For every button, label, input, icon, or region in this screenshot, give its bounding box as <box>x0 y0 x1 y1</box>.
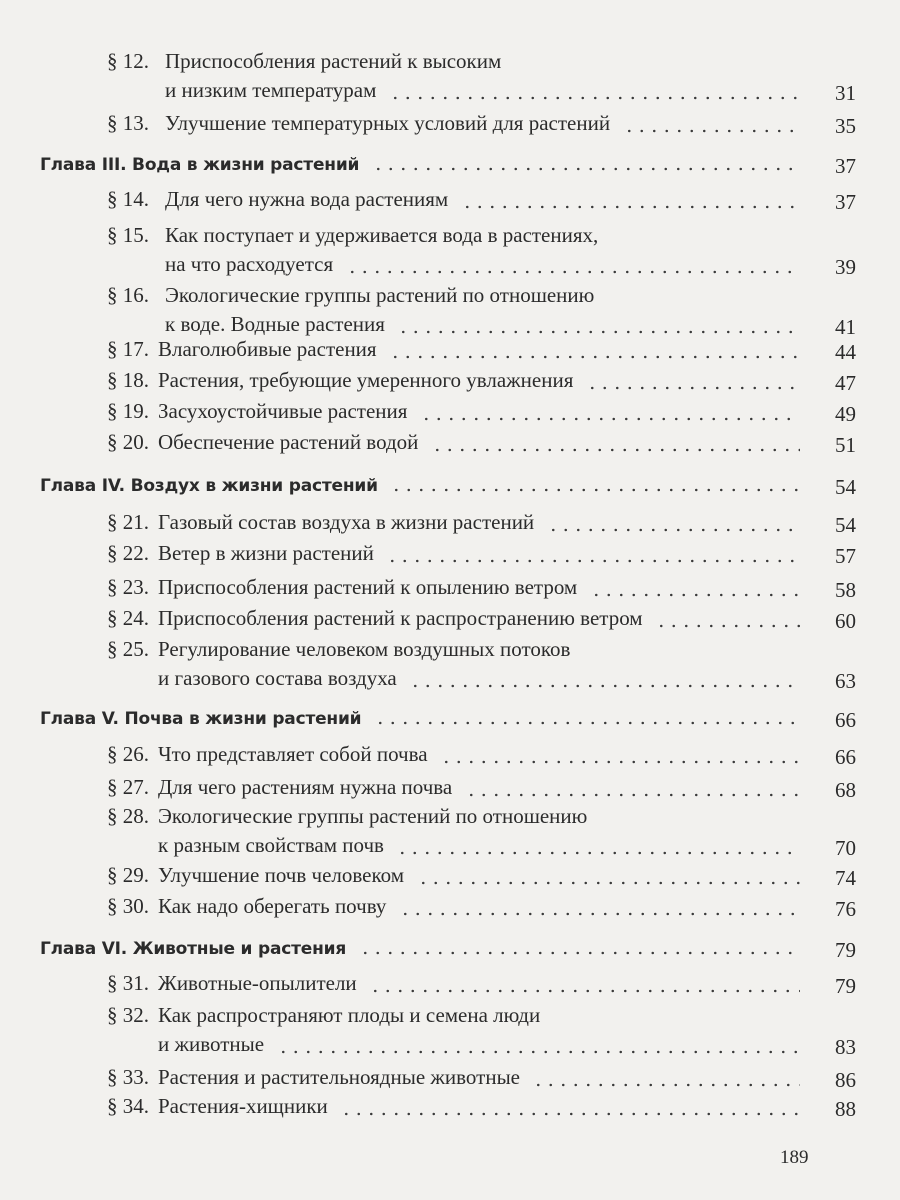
toc-section[interactable] <box>0 48 900 103</box>
leader-dots <box>461 205 800 209</box>
toc-section[interactable] <box>0 429 900 455</box>
leader-dots <box>346 270 800 274</box>
section-title: Обеспечение растений водой <box>158 430 419 454</box>
page-ref: 79 <box>835 938 856 962</box>
section-number: § 16. <box>107 283 149 307</box>
section-number: § 27. <box>107 775 149 799</box>
section-title: и животные <box>158 1032 265 1056</box>
page-ref: 37 <box>835 190 856 214</box>
leader-dots <box>586 386 800 390</box>
page-ref: 88 <box>835 1097 856 1121</box>
leader-dots <box>369 989 800 993</box>
page-ref: 70 <box>835 836 856 860</box>
section-number: § 12. <box>107 49 149 73</box>
section-title: Регулирование человеком воздушных потоков <box>158 637 571 661</box>
page-ref: 83 <box>835 1035 856 1059</box>
section-title: Для чего растениям нужна почва <box>158 775 453 799</box>
page-ref: 66 <box>835 708 856 732</box>
page-ref: 41 <box>835 315 856 339</box>
section-title: Растения, требующие умеренного увлажнения <box>158 368 574 392</box>
toc-section[interactable] <box>0 509 900 535</box>
page-ref: 76 <box>835 897 856 921</box>
section-number: § 20. <box>107 430 149 454</box>
section-title: к разным свойствам почв <box>158 833 384 857</box>
section-title: на что расходуется <box>165 252 334 276</box>
section-title: Засухоустойчивые растения <box>158 399 408 423</box>
toc-chapter[interactable] <box>0 704 900 730</box>
section-title: Ветер в жизни растений <box>158 541 374 565</box>
toc-section[interactable] <box>0 540 900 566</box>
leader-dots <box>399 912 800 916</box>
toc-section[interactable] <box>0 1002 900 1057</box>
section-number: § 14. <box>107 187 149 211</box>
leader-dots <box>374 721 800 725</box>
section-title: Животные-опылители <box>158 971 357 995</box>
page-ref: 60 <box>835 609 856 633</box>
section-title: Приспособления растений к высоким <box>165 49 502 73</box>
section-number: § 25. <box>107 637 149 661</box>
toc-section[interactable] <box>0 970 900 996</box>
section-number: § 15. <box>107 223 149 247</box>
toc-section[interactable] <box>0 803 900 858</box>
chapter-title: Глава VI. Животные и растения <box>40 939 347 959</box>
page-ref: 44 <box>835 340 856 364</box>
page-ref: 39 <box>835 255 856 279</box>
section-number: § 17. <box>107 337 149 361</box>
page-ref: 74 <box>835 866 856 890</box>
toc-section[interactable] <box>0 574 900 600</box>
page-ref: 35 <box>835 114 856 138</box>
toc-section[interactable] <box>0 741 900 767</box>
leader-dots <box>340 1112 800 1116</box>
section-number: § 29. <box>107 863 149 887</box>
page-ref: 68 <box>835 778 856 802</box>
page-ref: 63 <box>835 669 856 693</box>
leader-dots <box>389 96 800 100</box>
section-number: § 32. <box>107 1003 149 1027</box>
section-title: Как поступает и удерживается вода в растениях, <box>165 223 599 247</box>
page-ref: 66 <box>835 745 856 769</box>
page-ref: 51 <box>835 433 856 457</box>
section-title: Улучшение почв человеком <box>158 863 405 887</box>
toc-chapter[interactable] <box>0 471 900 497</box>
leader-dots <box>417 881 800 885</box>
toc-section[interactable] <box>0 893 900 919</box>
toc-section[interactable] <box>0 222 900 277</box>
leader-dots <box>389 355 800 359</box>
page-ref: 79 <box>835 974 856 998</box>
page-ref: 31 <box>835 81 856 105</box>
toc-section[interactable] <box>0 1093 900 1119</box>
section-number: § 13. <box>107 111 149 135</box>
section-title: Растения и растительноядные животные <box>158 1065 520 1089</box>
section-number: § 19. <box>107 399 149 423</box>
toc-section[interactable] <box>0 336 900 362</box>
section-number: § 31. <box>107 971 149 995</box>
chapter-title: Глава IV. Воздух в жизни растений <box>40 476 378 496</box>
section-title: и низким температурам <box>165 78 377 102</box>
leader-dots <box>390 488 800 492</box>
leader-dots <box>547 528 800 532</box>
toc-section[interactable] <box>0 282 900 337</box>
page-number: 189 <box>780 1147 809 1168</box>
leader-dots <box>590 593 800 597</box>
page-ref: 86 <box>835 1068 856 1092</box>
section-title: Для чего нужна вода растениям <box>165 187 449 211</box>
leader-dots <box>396 851 800 855</box>
leader-dots <box>409 684 800 688</box>
section-title: Улучшение температурных условий для растений <box>165 111 611 135</box>
leader-dots <box>277 1050 800 1054</box>
chapter-title: Глава III. Вода в жизни растений <box>40 155 360 175</box>
section-number: § 21. <box>107 510 149 534</box>
page-ref: 54 <box>835 475 856 499</box>
leader-dots <box>623 129 800 133</box>
leader-dots <box>655 624 800 628</box>
leader-dots <box>420 417 800 421</box>
toc-section[interactable] <box>0 774 900 800</box>
chapter-title: Глава V. Почва в жизни растений <box>40 709 362 729</box>
section-title: Как надо оберегать почву <box>158 894 387 918</box>
section-number: § 22. <box>107 541 149 565</box>
section-number: § 23. <box>107 575 149 599</box>
section-number: § 34. <box>107 1094 149 1118</box>
section-title: Растения-хищники <box>158 1094 328 1118</box>
leader-dots <box>431 448 800 452</box>
toc-section[interactable] <box>0 636 900 691</box>
leader-dots <box>465 793 800 797</box>
leader-dots <box>440 760 800 764</box>
section-number: § 18. <box>107 368 149 392</box>
leader-dots <box>359 951 800 955</box>
section-title: Газовый состав воздуха в жизни растений <box>158 510 535 534</box>
page-ref: 47 <box>835 371 856 395</box>
leader-dots <box>532 1083 800 1087</box>
toc-section[interactable] <box>0 398 900 424</box>
leader-dots <box>386 559 800 563</box>
section-title: Приспособления растений к распространению ветром <box>158 606 643 630</box>
section-number: § 24. <box>107 606 149 630</box>
section-title: Влаголюбивые растения <box>158 337 377 361</box>
section-title: Как распространяют плоды и семена люди <box>158 1003 541 1027</box>
section-title: Экологические группы растений по отношению <box>165 283 595 307</box>
toc-section[interactable] <box>0 110 900 136</box>
page-ref: 58 <box>835 578 856 602</box>
section-number: § 26. <box>107 742 149 766</box>
section-number: § 33. <box>107 1065 149 1089</box>
page-ref: 49 <box>835 402 856 426</box>
leader-dots <box>397 330 800 334</box>
toc-section[interactable] <box>0 862 900 888</box>
toc-section[interactable] <box>0 1064 900 1090</box>
section-number: § 28. <box>107 804 149 828</box>
section-title: Что представляет собой почва <box>158 742 428 766</box>
page-ref: 37 <box>835 154 856 178</box>
section-title: Экологические группы растений по отношению <box>158 804 588 828</box>
page-ref: 57 <box>835 544 856 568</box>
toc-section[interactable] <box>0 367 900 393</box>
toc-section[interactable] <box>0 605 900 631</box>
page-ref: 54 <box>835 513 856 537</box>
section-title: к воде. Водные растения <box>165 312 385 336</box>
section-title: Приспособления растений к опылению ветром <box>158 575 578 599</box>
toc-chapter[interactable] <box>0 934 900 960</box>
leader-dots <box>372 167 800 171</box>
section-title: и газового состава воздуха <box>158 666 397 690</box>
toc-section[interactable] <box>0 186 900 212</box>
section-number: § 30. <box>107 894 149 918</box>
toc-chapter[interactable] <box>0 150 900 176</box>
